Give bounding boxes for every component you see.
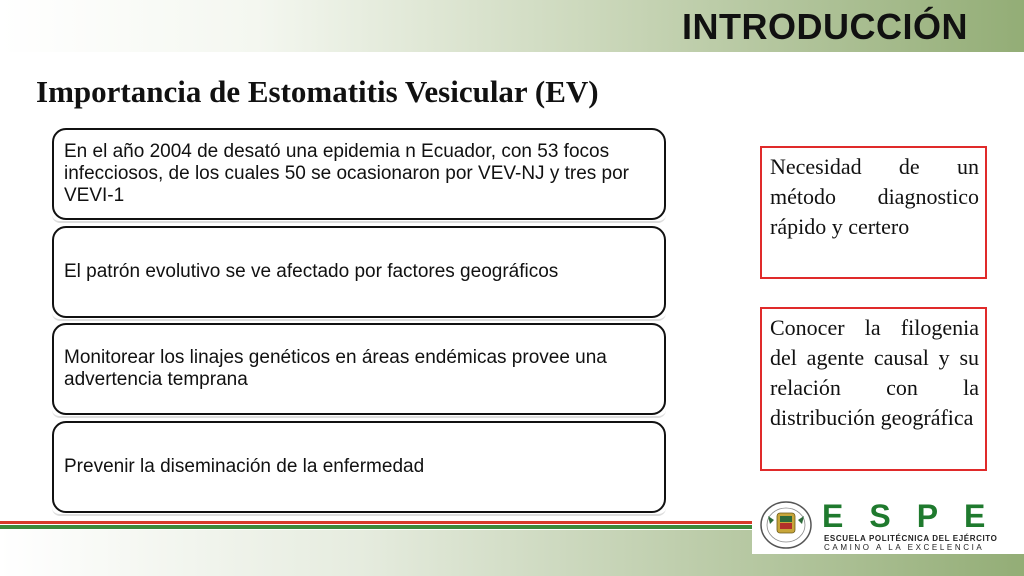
callout-text: Necesidad de un método diagnostico rápido y certero (770, 154, 979, 239)
list-item-text: El patrón evolutivo se ve afectado por factores geográficos (64, 261, 559, 282)
seal-icon (760, 500, 812, 550)
list-item (52, 421, 666, 513)
list-item-text: En el año 2004 de desató una epidemia n Ecuador, con 53 focos infecciosos, de los cuales 50 se ocasionaron por VEV-NJ y tres por VEVI-1 (64, 141, 630, 206)
list-item (52, 323, 666, 415)
callout-text: Conocer la filogenia del agente causal y su relación con la distribución geográfica (770, 315, 979, 430)
section-subtitle: Importancia de Estomatitis Vesicular (EV) (36, 74, 599, 109)
logo-wordmark: ESPE (822, 498, 1012, 534)
list-item (52, 128, 666, 220)
footer-stripe-green (0, 525, 752, 529)
logo-tagline-2: CAMINO A LA EXCELENCIA (824, 543, 985, 552)
footer-stripe-red (0, 521, 752, 524)
espe-logo (752, 498, 1024, 554)
logo-tagline-1: ESCUELA POLITÉCNICA DEL EJÉRCITO (824, 534, 998, 543)
callout-box (760, 307, 987, 471)
list-item-text: Prevenir la diseminación de la enfermedad (64, 456, 425, 477)
list-item-text: Monitorear los linajes genéticos en áreas endémicas provee una advertencia temprana (64, 347, 607, 390)
list-item (52, 226, 666, 318)
callout-box (760, 146, 987, 279)
page-title: INTRODUCCIÓN (682, 6, 968, 47)
